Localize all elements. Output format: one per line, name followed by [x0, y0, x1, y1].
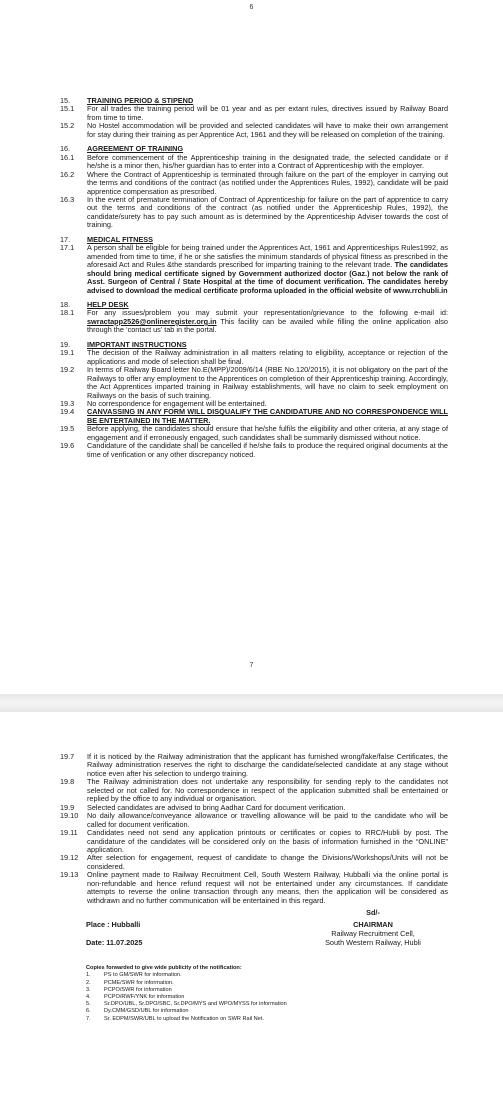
clause: 15.1 For all trades the training period will be 01 year and as per extant rules, directives issued by Railway Board from time to time. — [60, 104, 448, 122]
clause: 19.13 Online payment made to Railway Recruitment Cell, South Western Railway, Hubballi via the online portal is non-refundable and hence refund request will not be entertained under any circumstances. If candidate attempts to reverse the online transaction through any means, then the application will be considered as withdrawn and no further communication will be entertained in this regard. — [60, 870, 448, 905]
copies-title: Copies forwarded to give wide publicity of the notification: — [86, 965, 242, 972]
list-item: 3. PCPO/SWR for information — [86, 986, 172, 993]
signatory-office-line1: Railway Recruitment Cell, — [331, 929, 415, 939]
list-item: 5. Sr.DPO/UBL, Sr.DPO/SBC, Sr.DPO/MYS and WPO/MYSS for information — [86, 1001, 287, 1008]
section-medical-fitness: 17. MEDICAL FITNESS 17.1 A person shall be eligible for being trained under the Apprentices Act, 1961 and Apprenticeships Rules1992, as amended from time to time, if he or she satisfies the minimum standards of physical fitness as prescribed in the aforesaid Act and Rules &the standards prescribed for imparting training to the relevant trade. The candidates should bring medical certificate signed by Government authorized doctor (Gaz.) not below the rank of Asst. Surgeon of Central / State Hospital at the time of document verification. The candidates hereby advised to download the medical certificate proforma uploaded in the official website of www.rrchubli.in — [60, 234, 448, 295]
clause: 16.2 Where the Contract of Apprenticeship is terminated through failure on the part of the employer in carrying out the terms and conditions of the contract (as notified under the Apprentices Rules, 1992), candidate will be paid apprentice compensation as prescribed. — [60, 169, 448, 196]
place-label: Place : Hubballi — [86, 920, 141, 930]
section-agreement-of-training: 16. AGREEMENT OF TRAINING 16.1 Before commencement of the Apprenticeship training in the designated trade, the selected candidate or if he/she is a minor then, his/her guardian has to enter into a Contract of Apprenticeship with the employer. 16.2 Where the Contract of Apprenticeship is terminated through failure on the part of the employer in carrying out the terms and conditions of the contract (as notified under the Apprentices Rules, 1992), candidate will be paid apprentice compensation as prescribed. 16.3 In the event of premature termination of Contract of Apprenticeship for failure on the part of apprentice to carry out the terms and conditions of the contract (as notified under the Apprenticeship Rules, 1992), the candidate/surety has to pay such amount as is determined by the Apprenticeship Adviser towards the cost of training. — [60, 144, 448, 230]
clause: 19.2 In terms of Railway Board letter No.E(MPP)/2009/6/14 (RBE No.120/2015), it is not obligatory on the part of the Railways to offer any employment to the Apprentices on completion of their Apprenticeship training. Accordingly, the Act Apprentices imparted training in Railway establishments, will have no claim to seek employment on Railways on the basis of such training. — [60, 365, 448, 400]
clause: 16.1 Before commencement of the Apprenticeship training in the designated trade, the selected candidate or if he/she is a minor then, his/her guardian has to enter into a Contract of Apprenticeship with the employer. — [60, 152, 448, 171]
clause: 19.9 Selected candidates are advised to bring Aadhar Card for document verification. — [60, 802, 346, 812]
section-important-instructions: 19. IMPORTANT INSTRUCTIONS 19.1 The decision of the Railway administration in all matters relating to eligibility, acceptance or rejection of the applications and mode of selection shall be final. 19.2 In terms of Railway Board letter No.E(MPP)/2009/6/14 (RBE No.120/2015), it is not obligatory on the part of the Railways to offer any employment to the Apprentices on completion of their Apprenticeship training. Accordingly, the Act Apprentices imparted training in Railway establishments, will have no claim to seek employment on Railways on the basis of such training. 19.3 No correspondence for engagement will be entertained. 19.4 CANVASSING IN ANY FORM WILL DISQUALIFY THE CANDIDATURE AND NO CORRESPONDENCE WILL BE ENTERTAINED IN THE MATTER. 19.5 Before applying, the candidates should ensure that he/she fulfils the eligibility and other criteria, at any stage of engagement and if erroneously engaged, such candidates shall be summarily dismissed without notice. 19.6 Candidature of the candidate shall be cancelled if he/she fails to produce the required original documents at the time of verification or any other discrepancy noticed. — [60, 339, 448, 459]
list-item: 6. Dy.CMM/GSD/UBL for information — [86, 1008, 189, 1015]
clause: 19.5 Before applying, the candidates should ensure that he/she fulfils the eligibility and other criteria, at any stage of engagement and if erroneously engaged, such candidates shall be summarily dismissed without notice. — [60, 424, 448, 442]
clause: 17.1 A person shall be eligible for being trained under the Apprentices Act, 1961 and Apprenticeships Rules1992, as amended from time to time, if he or she satisfies the minimum standards of physical fitness as prescribed in the aforesaid Act and Rules &the standards prescribed for imparting training to the relevant trade. The candidates should bring medical certificate signed by Government authorized doctor (Gaz.) not below the rank of Asst. Surgeon of Central / State Hospital at the time of document verification. The candidates hereby advised to download the medical certificate proforma uploaded in the official website of www.rrchubli.in — [60, 243, 448, 295]
clause: 19.3 No correspondence for engagement will be entertained. — [60, 398, 267, 408]
list-item: 2. PCME/SWR for information. — [86, 979, 174, 986]
clause: 19.11 Candidates need not send any application printouts or certificates or copies to RRC/Hubli by post. The candidature of the candidates will be considered only on the basis of information furnished in the “ONLINE” application. — [60, 828, 448, 854]
date-label: Date: 11.07.2025 — [86, 938, 143, 948]
section-heading: HELP DESK — [87, 299, 129, 309]
clause: 15.2 No Hostel accommodation will be provided and selected candidates will have to make their own arrangement for stay during their training as per Apprentice Act, 1961 and they will be released on completion of the training. — [60, 121, 448, 139]
signed-mark: Sd/- — [366, 908, 380, 918]
section-heading: TRAINING PERIOD & STIPEND — [87, 96, 194, 105]
signatory-office-line2: South Western Railway, Hubli — [325, 938, 421, 948]
page-number: 6 — [249, 4, 254, 11]
list-item: 1. PS to GM/SWR for information. — [86, 972, 182, 979]
page-6-content — [60, 97, 448, 459]
section-heading: AGREEMENT OF TRAINING — [87, 144, 184, 154]
clause: 19.1 The decision of the Railway administration in all matters relating to eligibility, acceptance or rejection of the applications and mode of selection shall be final. — [60, 348, 448, 366]
copies-forwarded-list — [60, 965, 448, 1023]
section-heading: MEDICAL FITNESS — [87, 234, 153, 244]
signatory-designation: CHAIRMAN — [353, 920, 393, 930]
page-separator — [0, 694, 503, 712]
clause: 19.6 Candidature of the candidate shall be cancelled if he/she fails to produce the required original documents at the time of verification or any other discrepancy noticed. — [60, 441, 448, 459]
helpdesk-email-link[interactable]: swractapp2526@onlineregister.org.in — [87, 316, 217, 326]
section-heading: IMPORTANT INSTRUCTIONS — [87, 339, 187, 349]
clause: 19.10 No daily allowance/conveyance allowance or travelling allowance will be paid to the candidate who will be called for document verification. — [60, 811, 448, 829]
clause: 19.8 The Railway administration does not undertake any responsibility for sending reply to the candidates not selected or not called for. No correspondence in respect of the application submitted shall be entertained or replied by the office to any individual or organisation. — [60, 777, 448, 804]
clause: 18.1 For any issues/problem you may submit your representation/grievance to the following e-mail id: swractapp2526@onlineregister.org.in This facility can be availed while filling the online application also through the ‘contact us’ tab in the portal. — [60, 308, 448, 335]
signature-block — [60, 905, 448, 965]
clause: 19.12 After selection for engagement, request of candidate to change the Divisions/Workshops/Units will not be considered. — [60, 853, 448, 871]
list-item: 4. PCPO/RWF/YNK for information — [86, 993, 185, 1000]
clause: 19.4 CANVASSING IN ANY FORM WILL DISQUALIFY THE CANDIDATURE AND NO CORRESPONDENCE WILL BE ENTERTAINED IN THE MATTER. — [60, 407, 448, 425]
canvassing-warning: CANVASSING IN ANY FORM WILL DISQUALIFY THE CANDIDATURE AND NO CORRESPONDENCE WILL BE ENTERTAINED IN THE MATTER. — [87, 407, 448, 425]
medical-certificate-notice: The candidates should bring medical certificate signed by Government authorized doctor (Gaz.) not below the rank of Asst. Surgeon of Central / State Hospital at the time of document verification. The candidates hereby advised to download the medical certificate proforma uploaded in the official website of www.rrchubli.in — [87, 260, 448, 295]
section-training-period: 15. TRAINING PERIOD & STIPEND 15.1 For all trades the training period will be 01 year and as per extant rules, directives issued by Railway Board from time to time. 15.2 No Hostel accommodation will be provided and selected candidates will have to make their own arrangement for stay during their training as per Apprentice Act, 1961 and they will be released on completion of the training. — [60, 96, 448, 139]
section-help-desk: 18. HELP DESK 18.1 For any issues/problem you may submit your representation/grievance to the following e-mail id: swractapp2526@onlineregister.org.in This facility can be availed while filling the online application also through the ‘contact us’ tab in the portal. — [60, 299, 448, 335]
clause: 19.7 If it is noticed by the Railway administration that the applicant has furnished wrong/fake/false Certificates, the Railway administration reserves the right to discharge the candidate/selected candidate at any stage without notice even after his selection to undergo training. — [60, 752, 448, 778]
page-number: 7 — [249, 662, 254, 669]
document-page-7 — [0, 712, 503, 1120]
list-item: 7. Sr. EDPM/SWR/UBL to upload the Notification on SWR Rail Net. — [86, 1015, 264, 1022]
page-7-content — [60, 753, 448, 1023]
clause: 16.3 In the event of premature termination of Contract of Apprenticeship for failure on the part of apprentice to carry out the terms and conditions of the contract (as notified under the Apprenticeship Rules, 1992), the candidate/surety has to pay such amount as is determined by the Apprenticeship Adviser towards the cost of training. — [60, 194, 448, 230]
